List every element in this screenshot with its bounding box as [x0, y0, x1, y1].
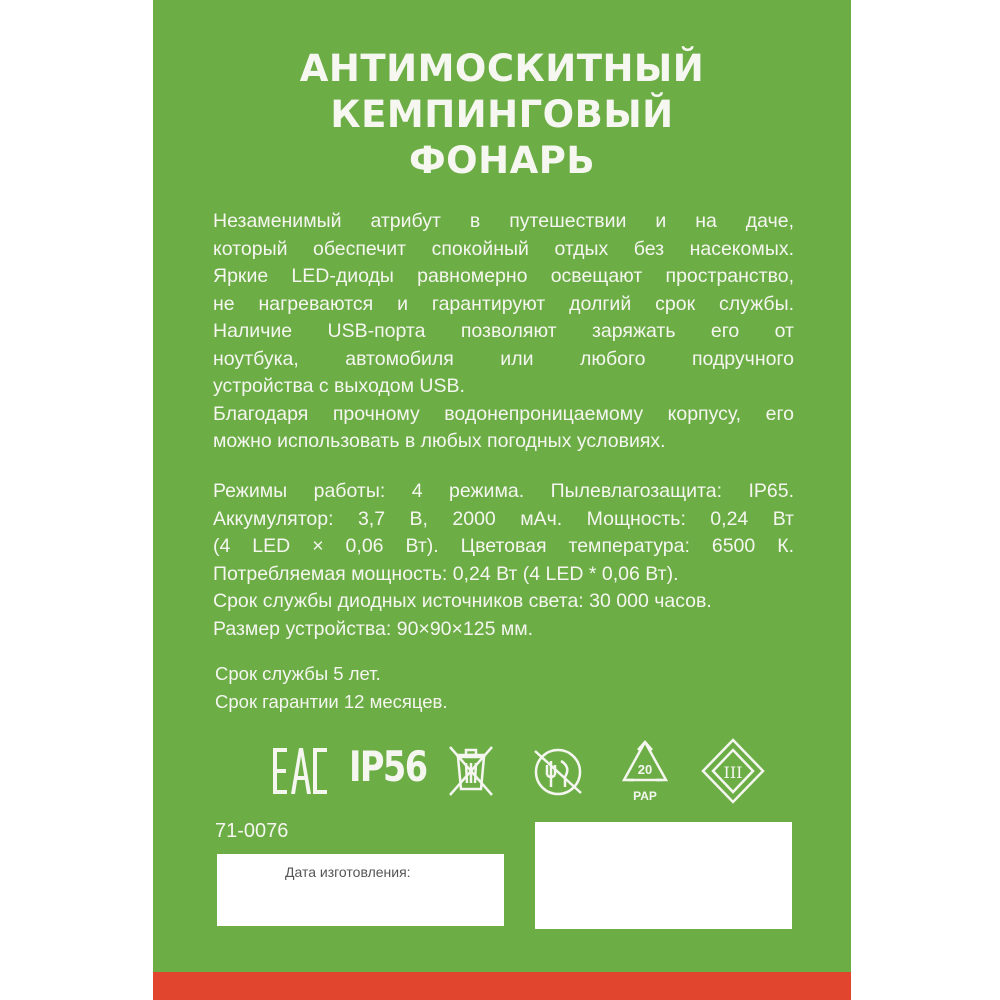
blank-label-box — [535, 822, 792, 929]
right-background — [851, 0, 1000, 1000]
eac-mark-icon — [271, 746, 329, 796]
recycle-label: PAP — [633, 789, 657, 803]
description-line: Наличие USB-порта позволяют заряжать его от — [213, 320, 794, 342]
title-line-2: КЕМПИНГОВЫЙ — [330, 93, 674, 136]
spec-line: Режимы работы: 4 режима. Пылевлагозащита: IP65. — [213, 480, 794, 502]
spec-line: Срок службы диодных источников света: 30 000 часов. — [213, 590, 712, 612]
description-line: не нагреваются и гарантируют долгий срок службы. — [213, 292, 794, 315]
description-line: устройства с выходом USB. — [213, 375, 465, 397]
class-label: III — [723, 763, 743, 782]
not-food-contact-icon — [529, 743, 587, 801]
description-line: который обеспечит спокойный отдых без насекомых. — [213, 237, 794, 260]
title-line-1: АНТИМОСКИТНЫЙ — [299, 47, 705, 90]
package-panel — [153, 0, 851, 1000]
warranty-period: Срок гарантии 12 месяцев. — [215, 690, 448, 712]
spec-line: (4 LED × 0,06 Вт). Цветовая температура: 6500 К. — [213, 535, 794, 557]
recycle-pap-icon — [616, 738, 674, 808]
class-iii-icon — [701, 738, 765, 804]
recycle-number: 20 — [637, 762, 653, 777]
description-line: Незаменимый атрибут в путешествии и на даче, — [213, 210, 794, 232]
product-code: 71-0076 — [215, 820, 289, 842]
description-line: ноутбука, автомобиля или любого подручного — [213, 347, 794, 370]
left-background — [0, 0, 153, 1000]
description-line: Яркие LED-диоды равномерно освещают пространство, — [213, 265, 794, 287]
ip56-mark-icon: IP56 — [349, 742, 427, 791]
spec-line: Потребляемая мощность: 0,24 Вт (4 LED * 0,06 Вт). — [213, 562, 679, 585]
product-title — [153, 46, 851, 184]
description-line: можно использовать в любых погодных условиях. — [213, 430, 666, 452]
product-description — [213, 208, 794, 456]
spec-line: Аккумулятор: 3,7 В, 2000 мАч. Мощность: 0,24 Вт — [213, 507, 794, 530]
service-life: Срок службы 5 лет. — [215, 663, 381, 684]
manufacture-date-box — [217, 854, 504, 926]
bottom-red-strip — [153, 972, 851, 1000]
description-line: Благодаря прочному водонепроницаемому корпусу, его — [213, 402, 794, 425]
certification-marks — [271, 738, 771, 808]
spec-line: Размер устройства: 90×90×125 мм. — [213, 617, 534, 640]
crossed-bin-icon — [446, 743, 496, 799]
service-info — [215, 660, 615, 715]
specifications — [213, 478, 794, 643]
manufacture-date-label: Дата изготовления: — [285, 864, 411, 880]
title-line-3: ФОНАРЬ — [408, 139, 596, 182]
